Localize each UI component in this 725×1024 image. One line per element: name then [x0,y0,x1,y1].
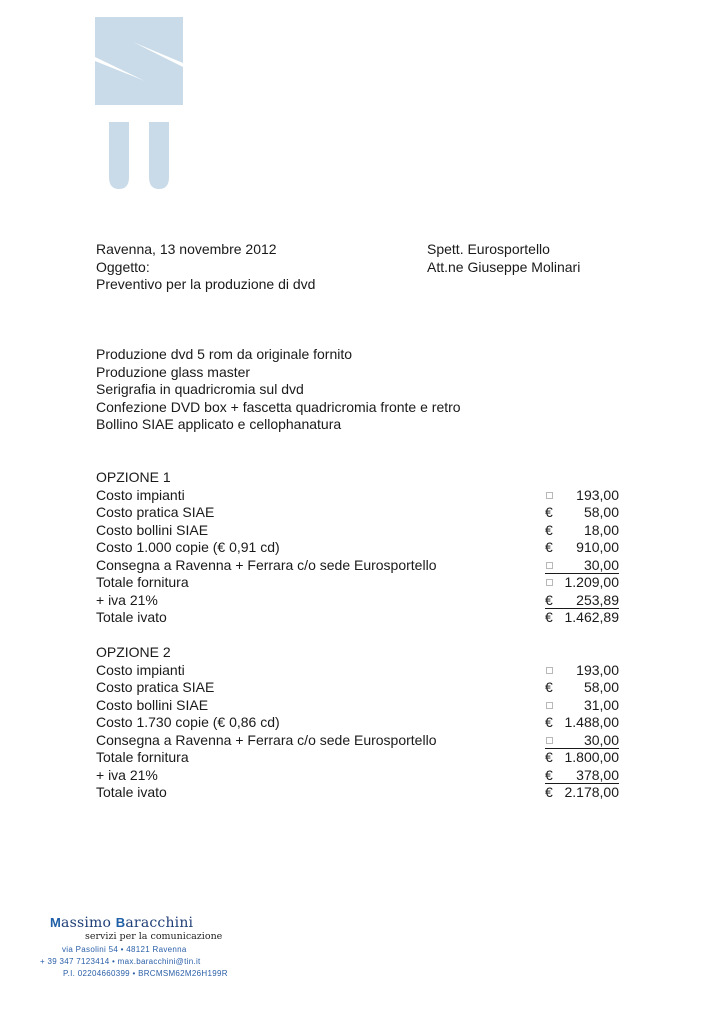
cost-row [96,504,619,522]
currency-symbol: € [545,609,553,625]
cost-amount: 378,00 [576,766,619,783]
currency-symbol: € [545,749,553,765]
cost-amount: 193,00 [576,486,619,503]
subject-label: Oggetto: [96,258,150,275]
footer-name [50,915,193,931]
currency-symbol: € [545,539,553,555]
description-item: Bollino SIAE applicato e cellophanatura [96,416,342,432]
cost-row [96,592,619,610]
cost-label: Totale fornitura [96,749,189,765]
cost-row [96,539,619,557]
cost-row [96,714,619,732]
footer-address: via Pasolini 54 • 48121 Ravenna [62,945,187,954]
option-title-row [96,469,619,487]
option-2 [96,644,619,802]
cost-label: Costo impianti [96,661,185,678]
description-list [96,346,461,434]
currency-symbol: € [545,521,553,538]
cost-label: Totale fornitura [96,574,189,590]
cost-amount: 31,00 [583,696,619,713]
cost-amount: 1.462,89 [564,609,619,625]
header-right [427,241,580,276]
missing-glyph-box-icon [546,737,553,744]
cost-amount: 30,00 [583,731,619,748]
cost-label: + iva 21% [96,766,158,783]
cost-label: Costo impianti [96,486,185,503]
cost-amount: 58,00 [583,679,619,695]
currency-symbol: € [545,591,553,608]
logo-mark-icon [95,17,185,192]
footer-vat: P.I. 02204660399 • BRCMSM62M26H199R [63,969,228,978]
cost-row [96,557,619,575]
cost-label: Costo pratica SIAE [96,504,215,520]
cost-amount: 2.178,00 [564,784,619,800]
cost-label: Costo bollini SIAE [96,696,209,713]
footer-contact: + 39 347 7123414 • max.baracchini@tin.it [40,957,201,966]
cost-row [96,749,619,767]
cost-amount: 18,00 [583,521,619,538]
cost-label: Costo 1.730 copie (€ 0,86 cd) [96,714,280,730]
missing-glyph-box-icon [546,702,553,709]
name-initial: M [50,915,62,930]
cost-row [96,609,619,627]
option-title-row [96,644,619,662]
cost-amount: 1.209,00 [564,574,619,590]
cost-amount: 30,00 [583,556,619,573]
attention: Att.ne Giuseppe Molinari [427,258,581,275]
header-left [96,241,315,294]
name-part: assimo [61,915,116,931]
description-item: Confezione DVD box + fascetta quadricromia fronte e retro [96,398,461,415]
cost-label: Totale ivato [96,609,167,625]
name-part: aracchini [125,915,194,931]
currency-symbol: € [545,784,553,800]
currency-symbol: € [545,714,553,730]
cost-row [96,522,619,540]
description-item: Produzione glass master [96,363,251,380]
cost-label: Costo 1.000 copie (€ 0,91 cd) [96,539,280,555]
missing-glyph-box-icon [546,667,553,674]
option-title: OPZIONE 2 [96,644,171,660]
cost-row [96,662,619,680]
missing-glyph-box-icon [546,492,553,499]
description-item: Serigrafia in quadricromia sul dvd [96,381,304,397]
cost-row [96,487,619,505]
option-title: OPZIONE 1 [96,469,171,485]
currency-symbol: € [545,679,553,695]
description-item: Produzione dvd 5 rom da originale fornito [96,346,353,362]
cost-label: Costo bollini SIAE [96,521,209,538]
cost-row [96,574,619,592]
cost-amount: 1.488,00 [564,714,619,730]
missing-glyph-box-icon [546,562,553,569]
cost-row [96,784,619,802]
cost-row [96,697,619,715]
recipient: Spett. Eurosportello [427,241,550,257]
currency-symbol: € [545,504,553,520]
cost-amount: 58,00 [583,504,619,520]
cost-amount: 193,00 [576,661,619,678]
cost-amount: 910,00 [576,539,619,555]
cost-label: Costo pratica SIAE [96,679,215,695]
option-1 [96,469,619,627]
cost-row [96,679,619,697]
cost-amount: 253,89 [576,591,619,608]
subject: Preventivo per la produzione di dvd [96,276,316,292]
place-date: Ravenna, 13 novembre 2012 [96,241,277,257]
cost-amount: 1.800,00 [564,749,619,765]
cost-row [96,767,619,785]
currency-symbol: € [545,766,553,783]
cost-label: Consegna a Ravenna + Ferrara c/o sede Eurosportello [96,556,437,573]
name-initial: B [115,915,126,930]
cost-label: Consegna a Ravenna + Ferrara c/o sede Eurosportello [96,731,437,748]
footer-subtitle: servizi per la comunicazione [85,931,223,942]
cost-row [96,732,619,750]
missing-glyph-box-icon [546,579,553,586]
cost-label: Totale ivato [96,784,167,800]
cost-label: + iva 21% [96,591,158,608]
